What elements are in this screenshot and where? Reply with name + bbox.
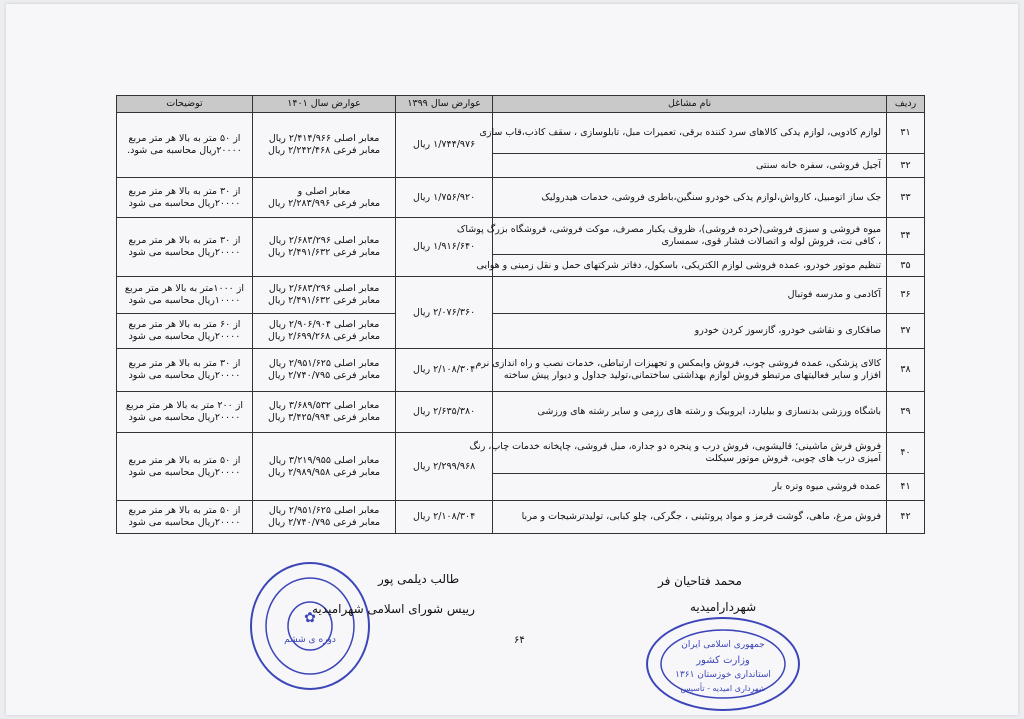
council-stamp-graphic: [252, 564, 368, 688]
svg-text:وزارت کشور: وزارت کشور: [696, 655, 750, 666]
municipality-stamp-graphic: [648, 619, 798, 709]
municipality-stamp: [646, 617, 800, 711]
fee-1401: [252, 349, 395, 392]
row-number: ۴۲: [887, 501, 925, 534]
row-number: ۳۹: [887, 392, 925, 433]
job-name-line: لوازم کادویی، لوازم یدکی کالاهای سرد کننده برقی، تعمیرات مبل، تابلوسازی ، سقف کاذب،قاب سازی: [479, 127, 882, 138]
table-row: [117, 501, 925, 534]
row-number: ۳۲: [887, 154, 925, 178]
council-stamp: [250, 562, 370, 690]
header-notes: توضیحات: [117, 96, 253, 113]
notes: [117, 218, 253, 277]
fee-1401: [252, 314, 395, 349]
fee-side-roads: معابر فرعی ۲/۷۴۰/۷۹۵ ریال: [268, 370, 381, 381]
notes: [117, 501, 253, 534]
row-number: ۳۶: [887, 277, 925, 314]
document-page: [6, 4, 1018, 715]
note-line: از ۶۰ متر به بالا هر متر مربع: [128, 319, 241, 330]
job-name-line: عمده فروشی میوه وتره بار: [772, 481, 882, 492]
row-number: ۴۰: [887, 433, 925, 474]
job-name: [493, 277, 887, 314]
note-line: از ۲۰۰ متر به بالا هر متر مربع: [125, 400, 243, 411]
fee-side-roads: معابر فرعی ۲/۴۹۱/۶۳۲ ریال: [268, 247, 381, 258]
table-row: [117, 218, 925, 255]
job-name: [469, 433, 887, 474]
fee-side-roads: معابر فرعی ۲/۹۸۹/۹۵۸ ریال: [268, 466, 381, 478]
note-line: ۲۰۰۰۰ریال محاسبه می شود: [128, 412, 241, 423]
fee-1399: ۲/۶۳۵/۳۸۰ ریال: [396, 392, 493, 433]
svg-text:استانداری خوزستان ۱۳۶۱: استانداری خوزستان ۱۳۶۱: [675, 670, 771, 680]
job-name-line: افزار و سایر فعالیتهای مرتبطو فروش لوازم بهداشتی ساختمانی،تولید جداول و دیوار پیش ساخته: [503, 370, 882, 381]
note-line: از ۳۰ متر به بالا هر متر مربع: [128, 235, 241, 246]
job-name-line: تنظیم موتور خودرو، عمده فروشی لوازم الکتریکی، باسکول، دفاتر شرکتهای حمل و نقل زمینی و هوایی: [476, 259, 882, 271]
header-job-name: نام مشاغل: [493, 96, 887, 113]
notes: [117, 314, 253, 349]
job-name: [493, 501, 887, 534]
fee-main-roads: معابر اصلی و: [297, 185, 351, 197]
note-line: ۲۰۰۰۰ریال محاسبه می شود: [128, 466, 241, 478]
job-name: [456, 218, 887, 255]
row-number: ۳۸: [887, 349, 925, 392]
note-line: ۲۰۰۰۰ریال محاسبه می شود: [128, 331, 241, 342]
note-line: از ۱۰۰۰متر به بالا هر متر مربع: [124, 283, 245, 294]
svg-text:جمهوری اسلامی ایران: جمهوری اسلامی ایران: [681, 640, 765, 650]
fee-main-roads: معابر اصلی ۲/۹۵۱/۶۲۵ ریال: [268, 505, 380, 516]
job-name-line: کالای پزشکی، عمده فروشی چوب، فروش وایمکس و تجهیزات ارتباطی، خدمات نصب و راه اندازی نرم: [475, 358, 882, 369]
fee-1401: [252, 218, 395, 277]
fee-side-roads: معابر فرعی ۲/۲۸۳/۹۹۶ ریال: [268, 197, 381, 209]
row-number: ۳۳: [887, 178, 925, 218]
job-name-line: آمیزی درب های چوبی، فروش موتور سیکلت: [705, 453, 882, 464]
job-name: [493, 314, 887, 349]
svg-text:دوره ی ششم: دوره ی ششم: [284, 635, 336, 645]
row-number: ۴۱: [887, 474, 925, 501]
note-line: از ۳۰ متر به بالا هر متر مربع: [128, 358, 241, 369]
fee-1399: ۲/۱۰۸/۳۰۴ ریال: [396, 349, 493, 392]
fee-1401: [252, 113, 395, 178]
table-row: [117, 178, 925, 218]
fee-1399: ۲/۱۰۸/۳۰۴ ریال: [396, 501, 493, 534]
fee-side-roads: معابر فرعی ۲/۲۴۲/۴۶۸ ریال: [268, 145, 381, 156]
svg-text:✿: ✿: [304, 610, 316, 626]
notes: [117, 392, 253, 433]
fee-main-roads: معابر اصلی ۲/۶۸۳/۲۹۶ ریال: [268, 235, 380, 246]
row-number: ۳۱: [887, 113, 925, 154]
fee-1399: ۲/۰۷۶/۳۶۰ ریال: [396, 277, 493, 349]
svg-text:شهرداری امیدیه - تأسیس: شهرداری امیدیه - تأسیس: [680, 684, 766, 693]
fee-1401: [252, 501, 395, 534]
job-name-line: صافکاری و نقاشی خودرو، گازسوز کردن خودرو: [694, 325, 882, 336]
notes: [117, 349, 253, 392]
fees-table: [116, 95, 925, 534]
fee-1399: ۱/۷۵۶/۹۲۰ ریال: [396, 178, 493, 218]
fee-1401: [252, 277, 395, 314]
table-row: [117, 349, 925, 392]
fee-main-roads: معابر اصلی ۳/۶۸۹/۵۳۲ ریال: [268, 400, 380, 411]
job-name-line: ، کافی نت، فروش لوله و اتصالات فشار قوی، سمساری: [661, 236, 882, 247]
notes: [117, 113, 253, 178]
table-row: [117, 113, 925, 154]
row-number: ۳۴: [887, 218, 925, 255]
header-row-number: ردیف: [887, 96, 925, 113]
job-name: [476, 255, 887, 277]
header-fee-1401: عوارض سال ۱۴۰۱: [252, 96, 395, 113]
job-name: [493, 154, 887, 178]
mayor-title: شهردارامیدیه: [690, 600, 757, 614]
note-line: ۲۰۰۰۰ریال محاسبه می شود: [128, 370, 241, 381]
row-number: ۳۵: [887, 255, 925, 277]
fee-main-roads: معابر اصلی ۳/۲۱۹/۹۵۵ ریال: [268, 454, 380, 466]
fee-main-roads: معابر اصلی ۲/۹۵۱/۶۲۵ ریال: [268, 358, 380, 369]
fee-1401: [252, 178, 395, 218]
note-line: از ۵۰ متر به بالا هر متر مربع: [128, 454, 241, 466]
job-name-line: آکادمی و مدرسه فوتبال: [787, 289, 882, 300]
job-name: [475, 349, 887, 392]
fee-side-roads: معابر فرعی ۲/۷۴۰/۷۹۵ ریال: [268, 517, 381, 528]
row-number: ۳۷: [887, 314, 925, 349]
table-row: [117, 314, 925, 349]
note-line: ۲۰۰۰۰ریال محاسبه می شود: [128, 517, 241, 528]
fee-main-roads: معابر اصلی ۲/۹۰۶/۹۰۴ ریال: [268, 319, 380, 330]
fee-main-roads: معابر اصلی ۲/۴۱۴/۹۶۶ ریال: [268, 133, 380, 144]
job-name-line: باشگاه ورزشی بدنسازی و بیلیارد، ایروبیک و رشته های رزمی و سایر رشته های ورزشی: [537, 406, 882, 417]
notes: [117, 178, 253, 218]
job-name-line: فروش فرش ماشینی؛ قالیشویی، فروش درب و پنجره دو جداره، مبل فروشی، چاپخانه خدمات چاپ، رنگ: [469, 441, 882, 452]
table-header-row: [117, 96, 925, 113]
fee-side-roads: معابر فرعی ۳/۴۲۵/۹۹۴ ریال: [268, 412, 381, 423]
header-fee-1399: عوارض سال ۱۳۹۹: [396, 96, 493, 113]
note-line: از ۵۰ متر به بالا هر متر مربع: [128, 505, 241, 516]
table-row: [117, 277, 925, 314]
job-name: [479, 113, 887, 154]
job-name-line: جک ساز اتومبیل، کارواش،لوازم یدکی خودرو سنگین،باطری فروشی، خدمات هیدرولیک: [541, 191, 882, 203]
council-head-name: طالب دیلمی پور: [378, 572, 460, 586]
job-name-line: میوه فروشی و سبزی فروشی(خرده فروشی)، ظروف یکبار مصرف، موکت فروشی، فروشگاه بزرگ پوشاک: [456, 224, 882, 235]
note-line: ۲۰۰۰۰ریال محاسبه می شود.: [127, 145, 242, 156]
notes: [117, 433, 253, 501]
fee-1399: ۱/۷۴۴/۹۷۶ ریال: [396, 113, 493, 178]
job-name-line: فروش مرغ، ماهی، گوشت قرمز و مواد پروتئینی ، جگرکی، چلو کبابی، تولیدترشیجات و مربا: [521, 511, 882, 522]
note-line: از ۳۰ متر به بالا هر متر مربع: [128, 185, 241, 197]
mayor-name: محمد فتاحیان فر: [658, 574, 742, 588]
note-line: از ۵۰ متر به بالا هر متر مربع: [128, 133, 241, 144]
job-name: [493, 178, 887, 218]
fee-side-roads: معابر فرعی ۲/۶۹۹/۲۶۸ ریال: [268, 331, 381, 342]
note-line: ۲۰۰۰۰ریال محاسبه می شود: [128, 247, 241, 258]
job-name: [493, 392, 887, 433]
table-row: [117, 392, 925, 433]
fee-1399: ۲/۲۹۹/۹۶۸ ریال: [396, 433, 493, 501]
fee-1401: [252, 392, 395, 433]
notes: [117, 277, 253, 314]
note-line: ۲۰۰۰۰ریال محاسبه می شود: [128, 197, 241, 209]
fee-side-roads: معابر فرعی ۲/۴۹۱/۶۳۲ ریال: [268, 295, 381, 306]
job-name-line: آجیل فروشی، سفره خانه سنتی: [756, 159, 882, 171]
fee-main-roads: معابر اصلی ۲/۶۸۳/۲۹۶ ریال: [268, 283, 380, 294]
fee-1401: [252, 433, 395, 501]
page-number: ۶۴: [514, 635, 525, 646]
council-head-title: رییس شورای اسلامی شهرامیدیه: [312, 602, 475, 616]
table-row: [117, 433, 925, 474]
note-line: ۱۰۰۰۰ریال محاسبه می شود: [128, 295, 241, 306]
job-name: [493, 474, 887, 501]
fee-1399: ۱/۹۱۶/۶۴۰ ریال: [396, 218, 493, 277]
